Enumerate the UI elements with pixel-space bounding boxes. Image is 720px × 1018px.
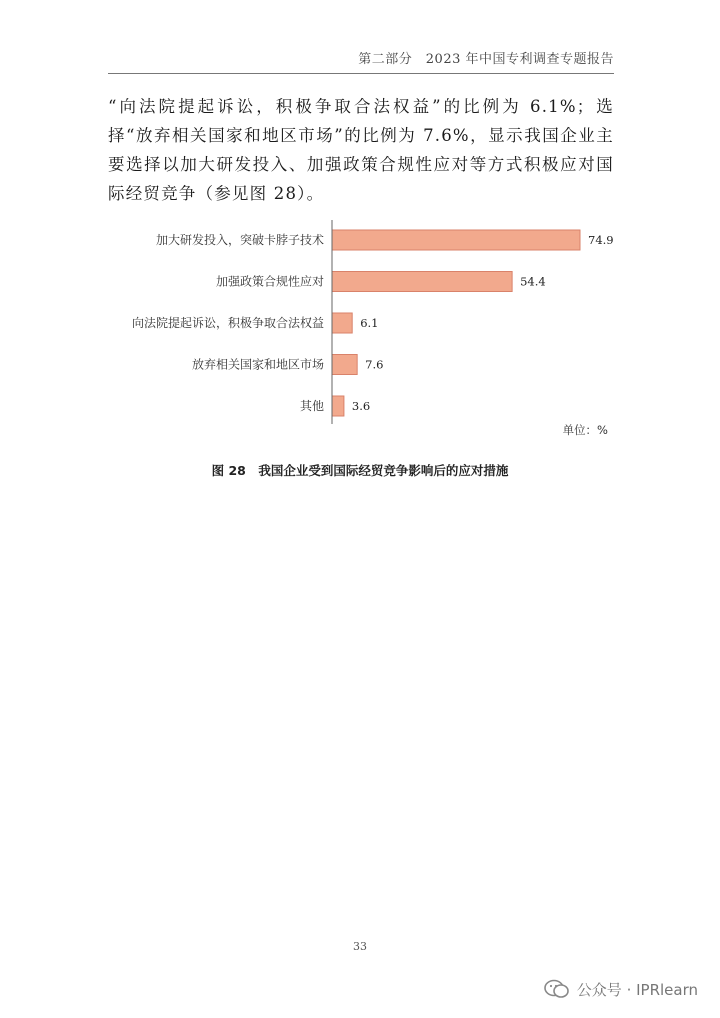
bar [332,396,344,416]
wechat-icon [543,978,571,1000]
bar [332,355,357,375]
category-label: 加大研发投入，突破卡脖子技术 [155,233,324,247]
data-label: 54.4 [520,274,546,289]
category-label: 放弃相关国家和地区市场 [191,357,324,372]
category-label: 向法院提起诉讼，积极争取合法权益 [131,316,324,330]
bar [332,230,580,250]
data-label: 3.6 [351,399,371,413]
data-label: 6.1 [360,316,379,330]
bar [332,272,512,292]
bars-layer [132,230,614,416]
figure-caption: 图 28 我国企业受到国际经贸竞争影响后的应对措施 [211,463,509,478]
running-header [108,48,614,74]
data-label: 7.6 [365,357,384,372]
page-number: 33 [353,940,367,953]
body-paragraph-block [108,92,614,208]
category-label: 加强政策合规性应对 [215,274,324,289]
bar-chart [0,212,720,447]
unit-note: 单位：% [562,423,608,437]
running-header-text: 第二部分 2023 年中国专利调查专题报告 [358,52,614,67]
watermark-text: 公众号 · IPRlearn [576,980,698,999]
bar [332,313,352,333]
body-paragraph: “向法院提起诉讼，积极争取合法权益”的比例为 6.1%；选择“放弃相关国家和地区市场”的比例为 7.6%，显示我国企业主要选择以加大研发投入、加强政策合规性应对等方式积极应对国际经贸竞争（参见图 28）。 [108,97,614,203]
watermark [543,978,698,1000]
category-label: 其他 [299,399,324,413]
data-label: 74.9 [588,233,614,247]
